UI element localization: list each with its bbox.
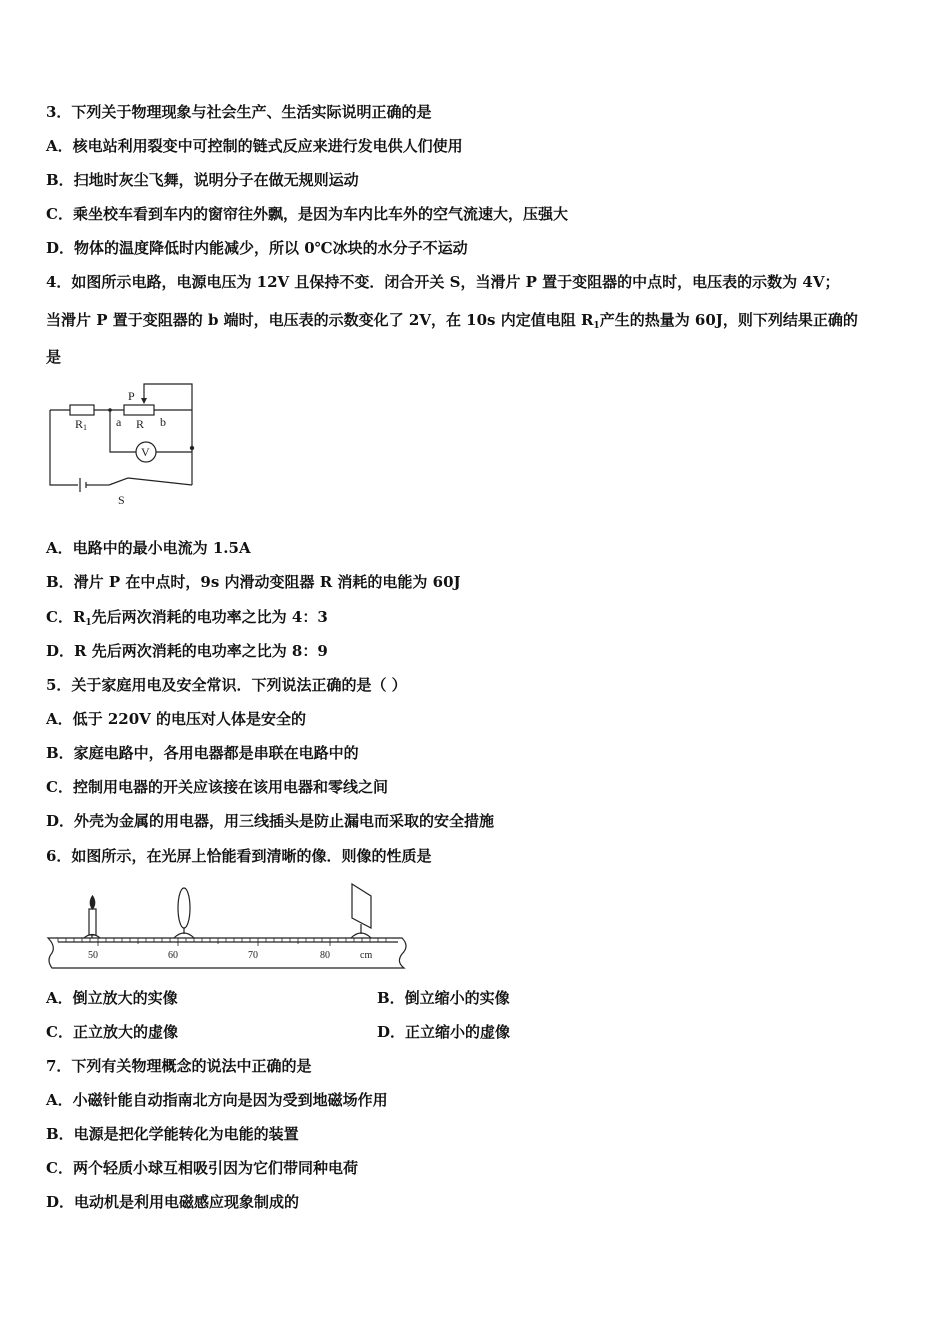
q3-option-d: D．物体的温度降低时内能减少，所以 0℃冰块的水分子不运动 [46,239,468,257]
q4-option-b: B．滑片 P 在中点时，9s 内滑动变阻器 R 消耗的电能为 60J [46,573,461,591]
q4-option-d: D．R 先后两次消耗的电功率之比为 8：9 [46,642,328,660]
q4-stem-line3: 是 [46,348,62,366]
q4-option-c-text: 先后两次消耗的电功率之比为 4：3 [91,608,328,626]
label-p: P [128,389,135,403]
label-s: S [118,493,125,507]
label-r: R [136,417,145,431]
q4-stem-subscript: 1 [593,321,600,331]
q7-stem: 7．下列有关物理概念的说法中正确的是 [46,1057,312,1075]
label-r1: R1 [75,417,88,432]
q3-option-b: B．扫地时灰尘飞舞，说明分子在做无规则运动 [46,171,359,189]
q3-option-c: C．乘坐校车看到车内的窗帘往外飘，是因为车内比车外的空气流速大，压强大 [46,205,568,223]
bench-label-70: 70 [248,950,258,961]
q4-option-a: A．电路中的最小电流为 1.5A [46,539,251,557]
candle-body [89,909,96,935]
q4-option-c-prefix: C．R [46,608,86,626]
q5-stem: 5．关于家庭用电及安全常识．下列说法正确的是（ ） [46,676,407,694]
voltmeter-wire-left [110,410,136,452]
bench-label-50: 50 [88,950,98,961]
q6-stem: 6．如图所示，在光屏上恰能看到清晰的像．则像的性质是 [46,847,432,865]
label-b: b [160,415,166,429]
label-v: V [141,445,150,459]
q6-option-a: A．倒立放大的实像 [46,989,178,1007]
q4-option-c [46,607,328,633]
light-screen [352,884,371,928]
q5-option-c: C．控制用电器的开关应该接在该用电器和零线之间 [46,778,388,796]
optical-bench-diagram [44,876,412,972]
q5-option-d: D．外壳为金属的用电器，用三线插头是防止漏电而采取的安全措施 [46,812,495,830]
q6-option-b: B．倒立缩小的实像 [377,989,510,1007]
label-a: a [116,415,122,429]
q4-stem-line2-text-a: 当滑片 P 置于变阻器的 b 端时，电压表的示数变化了 2V，在 10s 内定值电阻 R [46,311,594,329]
q6-option-c: C．正立放大的虚像 [46,1023,178,1041]
slider-arrow-icon [141,398,147,404]
q4-option-c-subscript: 1 [85,618,92,628]
candle-flame-icon [90,896,95,909]
q7-option-b: B．电源是把化学能转化为电能的装置 [46,1125,299,1143]
q5-option-a: A．低于 220V 的电压对人体是安全的 [46,710,307,728]
q5-option-b: B．家庭电路中，各用电器都是串联在电路中的 [46,744,359,762]
circuit-diagram [44,378,204,508]
switch-blade [109,478,128,485]
bench-label-60: 60 [168,950,178,961]
q3-option-a: A．核电站利用裂变中可控制的链式反应来进行发电供人们使用 [46,137,463,155]
q4-stem-line2-text-b: 产生的热量为 60J，则下列结果正确的 [599,311,858,329]
q7-option-d: D．电动机是利用电磁感应现象制成的 [46,1193,300,1211]
q4-stem-line2 [46,310,858,336]
q6-option-d: D．正立缩小的虚像 [377,1023,511,1041]
q4-stem-line1: 4．如图所示电路，电源电压为 12V 且保持不变．闭合开关 S，当滑片 P 置于变阻器的中点时，电压表的示数为 4V； [46,273,840,291]
bench-label-cm: cm [360,950,373,961]
slider-wire [144,384,192,410]
q3-stem: 3．下列关于物理现象与社会生产、生活实际说明正确的是 [46,103,432,121]
circuit-wire-left [50,410,78,485]
q7-option-a: A．小磁针能自动指南北方向是因为受到地磁场作用 [46,1091,388,1109]
q7-option-c: C．两个轻质小球互相吸引因为它们带同种电荷 [46,1159,358,1177]
rheostat-r [124,405,154,415]
bench-label-80: 80 [320,950,330,961]
resistor-r1 [70,405,94,415]
convex-lens [178,888,190,928]
